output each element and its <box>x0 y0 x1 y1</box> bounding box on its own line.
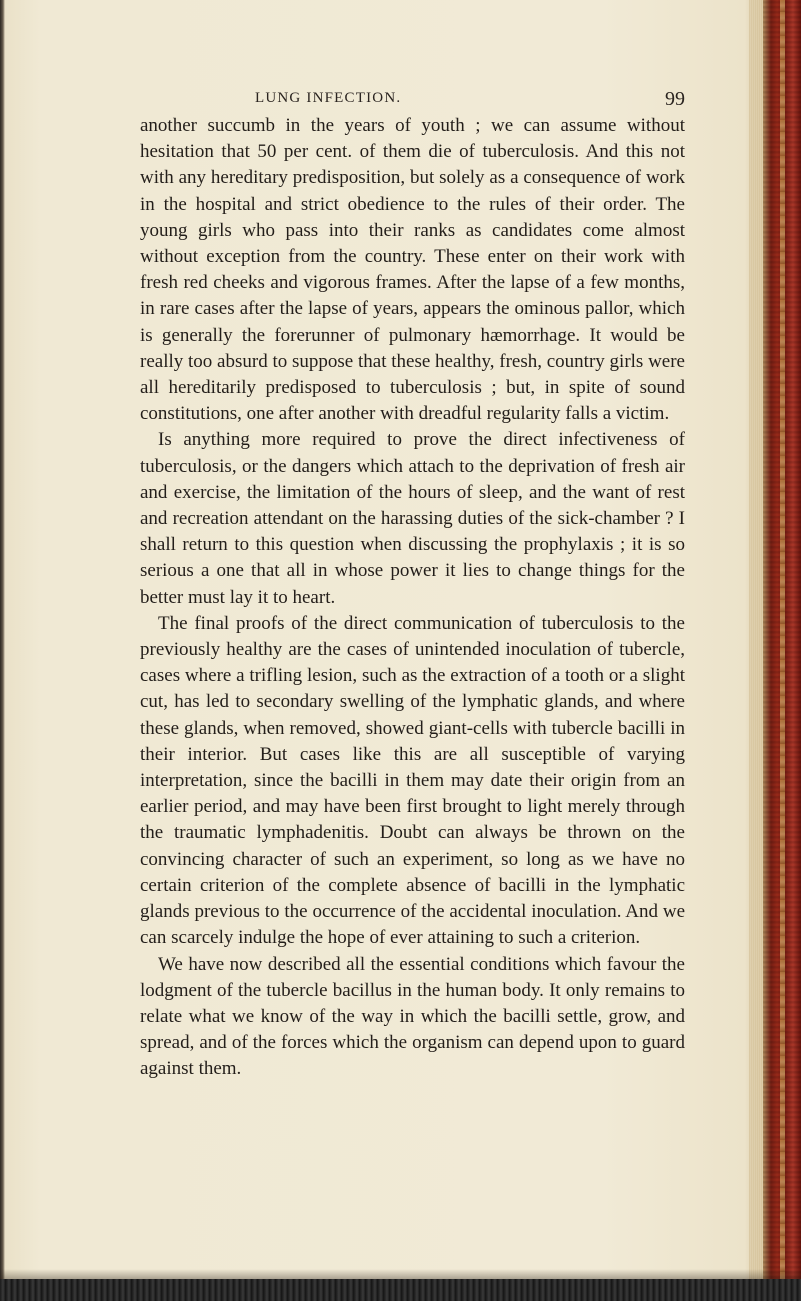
running-head: LUNG INFECTION. <box>255 90 402 106</box>
body-text <box>140 113 685 1083</box>
page-left-edge <box>0 0 5 1301</box>
paragraph: The final proofs of the direct communication of tuberculosis to the previously healthy are the cases of unintended inoculation of tubercle, cases where a trifling lesion, such as the extraction of a tooth or a slight cut, has led to secondary swelling of the lymphatic glands, and where these glands, when removed, showed giant-cells with tubercle bacilli in their interior. But cases like this are all susceptible of varying interpretation, since the bacilli in them may date their origin from an earlier period, and may have been first brought to light merely through the traumatic lymphadenitis. Doubt can always be thrown on the convincing character of such an experiment, so long as we have no certain criterion of the complete absence of bacilli in the lymphatic glands previous to the occurrence of the accidental inoculation. And we can scarcely indulge the hope of ever attaining to such a criterion. <box>140 612 685 949</box>
paragraph: We have now described all the essential conditions which favour the lodgment of the tubercle bacillus in the human body. It only remains to relate what we know of the way in which the bacilli settle, grow, and spread, and of the forces which the organism can depend upon to guard against them. <box>140 953 685 1080</box>
page-stack-edge <box>749 0 763 1301</box>
spine-gilt-band <box>780 0 785 1301</box>
paragraph: Is anything more required to prove the direct infectiveness of tuberculosis, or the dangers which attach to the deprivation of fresh air and exercise, the limitation of the hours of sleep, and the want of rest and recreation attendant on the harassing duties of the sick-chamber ? I shall return to this question when discussing the prophylaxis ; it is so serious a one that all in whose power it lies to change things for the better must lay it to heart. <box>140 429 685 608</box>
paragraph: another succumb in the years of youth ; we can assume without hesitation that 50 per cent. of them die of tuberculosis. And this not with any hereditary predisposition, but solely as a consequence of work in the hospital and strict obedience to the rules of their order. The young girls who pass into their ranks as candidates come almost without exception from the country. These enter on their work with fresh red cheeks and vigorous frames. After the lapse of a few months, in rare cases after the lapse of years, appears the ominous pallor, which is generally the forerunner of pulmonary hæmorrhage. It would be really too absurd to suppose that these healthy, fresh, country girls were all hereditarily predisposed to tuberculosis ; but, in spite of sound constitutions, one after another with dreadful regularity falls a victim. <box>140 115 685 425</box>
bottom-edge <box>0 1279 801 1301</box>
bottom-shadow <box>0 1269 801 1279</box>
page-header <box>140 88 685 114</box>
page-number: 99 <box>665 88 685 110</box>
